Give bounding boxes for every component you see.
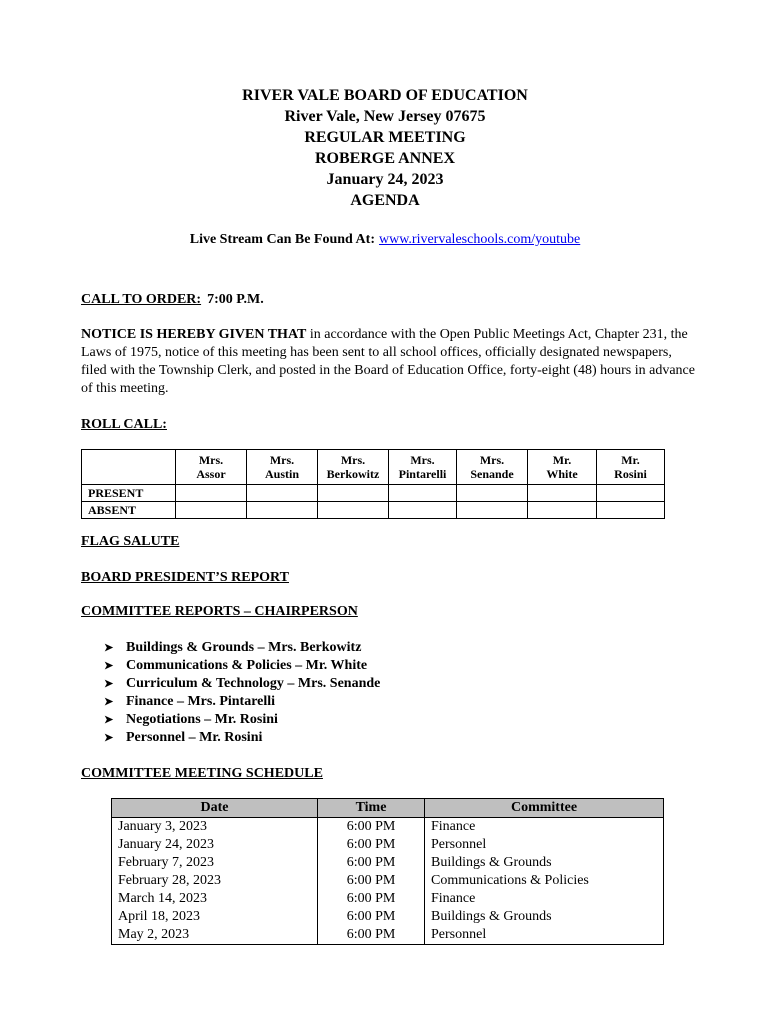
document-header [0, 85, 770, 211]
schedule-date: February 28, 2023 [112, 872, 318, 890]
schedule-heading: COMMITTEE MEETING SCHEDULE [81, 766, 323, 781]
list-item: ➤ Curriculum & Technology – Mrs. Senande [104, 676, 381, 691]
arrow-bullet-icon: ➤ [104, 732, 114, 744]
schedule-committee: Communications & Policies [425, 872, 664, 890]
notice-body: in accordance with the Open Public Meetings Act, Chapter 231, the Laws of 1975, notice of this meeting has been sent to all school offices, officially designated newspapers, filed with the Township Clerk, and posted in the Board of Education Office, forty-eight (48) hours in advance of this meeting. [81, 327, 695, 396]
notice-paragraph [81, 326, 696, 398]
roll-corner-cell [82, 450, 176, 485]
list-item: ➤ Buildings & Grounds – Mrs. Berkowitz [104, 640, 362, 655]
roll-call-table [81, 449, 665, 519]
schedule-time: 6:00 PM [318, 908, 425, 926]
roll-row-label: ABSENT [82, 502, 176, 519]
roll-member-header: Mrs. Berkowitz [318, 450, 389, 485]
roll-call-heading: ROLL CALL: [81, 417, 167, 432]
roll-cell [597, 502, 665, 519]
call-to-order [81, 291, 264, 309]
arrow-bullet-icon: ➤ [104, 714, 114, 726]
roll-present-row [82, 485, 665, 502]
list-item: ➤ Communications & Policies – Mr. White [104, 658, 368, 673]
roll-cell [528, 502, 597, 519]
table-row [112, 908, 664, 926]
schedule-time: 6:00 PM [318, 872, 425, 890]
roll-cell [389, 485, 457, 502]
roll-cell [318, 502, 389, 519]
schedule-time: 6:00 PM [318, 818, 425, 837]
roll-row-label: PRESENT [82, 485, 176, 502]
list-item: ➤ Finance – Mrs. Pintarelli [104, 694, 276, 709]
schedule-committee: Finance [425, 818, 664, 837]
livestream-line [0, 231, 770, 249]
livestream-link[interactable]: www.rivervaleschools.com/youtube [378, 232, 581, 247]
roll-cell [176, 485, 247, 502]
call-to-order-label: CALL TO ORDER: [81, 292, 202, 307]
header-venue: ROBERGE ANNEX [314, 150, 456, 167]
roll-cell [389, 502, 457, 519]
roll-member-header: Mrs. Austin [247, 450, 318, 485]
livestream-label: Live Stream Can Be Found At: [189, 232, 375, 247]
roll-cell [176, 502, 247, 519]
header-meeting-type: REGULAR MEETING [304, 129, 466, 146]
header-board-name: RIVER VALE BOARD OF EDUCATION [242, 87, 528, 104]
notice-lead: NOTICE IS HEREBY GIVEN THAT [81, 327, 307, 342]
roll-member-header: Mrs. Assor [176, 450, 247, 485]
schedule-col-committee: Committee [425, 799, 664, 818]
schedule-date: January 3, 2023 [112, 818, 318, 837]
president-report-heading: BOARD PRESIDENT’S REPORT [81, 570, 289, 585]
arrow-bullet-icon: ➤ [104, 678, 114, 690]
roll-member-header: Mr. Rosini [597, 450, 665, 485]
schedule-header-row [112, 799, 664, 818]
schedule-committee: Buildings & Grounds [425, 854, 664, 872]
committee-reports-heading: COMMITTEE REPORTS – CHAIRPERSON [81, 604, 358, 619]
arrow-bullet-icon: ➤ [104, 642, 114, 654]
list-item: ➤ Personnel – Mr. Rosini [104, 730, 263, 745]
roll-cell [457, 502, 528, 519]
table-row [112, 890, 664, 908]
table-row [112, 926, 664, 945]
schedule-table [111, 798, 664, 945]
committee-list [104, 639, 380, 747]
schedule-time: 6:00 PM [318, 890, 425, 908]
flag-salute-heading: FLAG SALUTE [81, 534, 180, 549]
schedule-time: 6:00 PM [318, 854, 425, 872]
table-row [112, 872, 664, 890]
roll-member-header: Mrs. Senande [457, 450, 528, 485]
arrow-bullet-icon: ➤ [104, 660, 114, 672]
table-row [112, 854, 664, 872]
schedule-date: January 24, 2023 [112, 836, 318, 854]
schedule-col-date: Date [112, 799, 318, 818]
header-location: River Vale, New Jersey 07675 [284, 108, 486, 125]
table-row [112, 836, 664, 854]
roll-member-header: Mrs. Pintarelli [389, 450, 457, 485]
schedule-time: 6:00 PM [318, 836, 425, 854]
roll-cell [247, 485, 318, 502]
roll-cell [318, 485, 389, 502]
arrow-bullet-icon: ➤ [104, 696, 114, 708]
schedule-time: 6:00 PM [318, 926, 425, 945]
roll-cell [597, 485, 665, 502]
roll-cell [528, 485, 597, 502]
roll-member-header: Mr. White [528, 450, 597, 485]
header-agenda-title: AGENDA [350, 192, 420, 209]
roll-absent-row [82, 502, 665, 519]
schedule-committee: Personnel [425, 926, 664, 945]
schedule-date: February 7, 2023 [112, 854, 318, 872]
schedule-date: May 2, 2023 [112, 926, 318, 945]
schedule-date: April 18, 2023 [112, 908, 318, 926]
call-to-order-time: 7:00 P.M. [207, 292, 264, 307]
list-item: ➤ Negotiations – Mr. Rosini [104, 712, 278, 727]
schedule-col-time: Time [318, 799, 425, 818]
schedule-committee: Finance [425, 890, 664, 908]
roll-cell [247, 502, 318, 519]
roll-cell [457, 485, 528, 502]
schedule-committee: Buildings & Grounds [425, 908, 664, 926]
schedule-date: March 14, 2023 [112, 890, 318, 908]
schedule-committee: Personnel [425, 836, 664, 854]
header-date: January 24, 2023 [326, 171, 444, 188]
table-row [112, 818, 664, 837]
